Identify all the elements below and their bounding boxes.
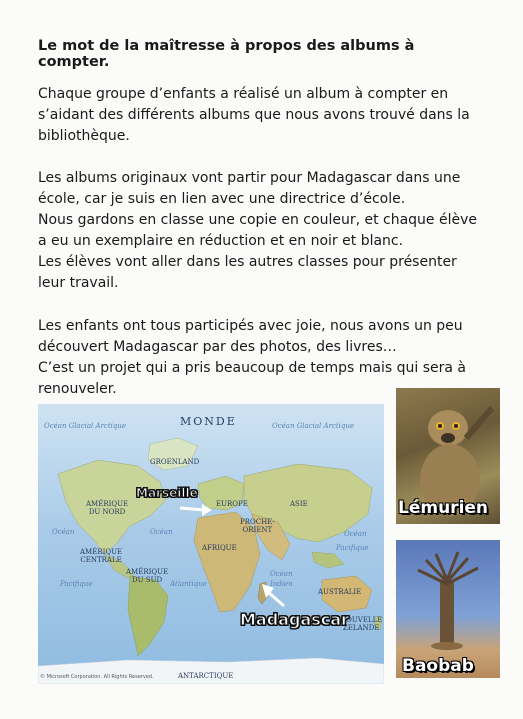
ocean-label: Pacifique: [336, 544, 369, 552]
ocean-label: Océan Glacial Arctique: [272, 422, 355, 430]
map-label-groenland: GROENLAND: [150, 458, 200, 466]
paragraph-line: école, car je suis en lien avec une directrice d’école.: [38, 191, 406, 207]
map-label-nouvelle-zelande: NOUVELLE ZELANDE: [340, 616, 383, 632]
paragraph-line: Les élèves vont aller dans les autres classes pour présenter: [38, 254, 457, 270]
map-label-afrique: AFRIQUE: [202, 544, 237, 552]
map-label-amerique-centrale: AMÉRIQUE CENTRALE: [80, 548, 123, 564]
map-label-australie: AUSTRALIE: [318, 588, 362, 596]
paragraph-line: C’est un projet qui a pris beaucoup de temps mais qui sera à: [38, 360, 466, 376]
paragraph-line: bibliothèque.: [38, 128, 130, 144]
baobab-label: Baobab: [402, 656, 474, 676]
paragraph-line: a eu un exemplaire en réduction et en noir et blanc.: [38, 233, 404, 249]
paragraph-line: Nous gardons en classe une copie en couleur, et chaque élève: [38, 212, 478, 228]
paragraph-line: Les albums originaux vont partir pour Madagascar dans une: [38, 170, 461, 186]
callout-madagascar: Madagascar: [240, 610, 349, 629]
paragraph-line: Les enfants ont tous participés avec joie, nous avons un peu: [38, 318, 463, 334]
map-copyright: © Microsoft Corporation. All Rights Reserved.: [40, 674, 154, 680]
ocean-label: Océan: [52, 528, 75, 536]
map-label-amerique-sud: AMÉRIQUE DU SUD: [126, 568, 169, 584]
map-title: MONDE: [180, 415, 237, 428]
lemur-photo: [396, 388, 500, 524]
paragraph-line: renouveler.: [38, 381, 117, 397]
map-label-asie: ASIE: [290, 500, 308, 508]
ocean-label: Indien: [270, 580, 293, 588]
paragraph-line: Chaque groupe d’enfants a réalisé un album à compter en: [38, 86, 449, 102]
map-label-europe: EUROPE: [216, 500, 248, 508]
page-title: Le mot de la maîtresse à propos des albums à compter.: [38, 38, 415, 70]
paragraph-1: [38, 84, 478, 147]
ocean-label: Océan: [344, 530, 367, 538]
ocean-label: Océan Glacial Arctique: [44, 422, 127, 430]
paragraph-line: découvert Madagascar par des photos, des livres…: [38, 339, 397, 355]
paragraph-2: [38, 168, 478, 294]
ocean-label: Pacifique: [60, 580, 93, 588]
map-label-amerique-nord: AMÉRIQUE DU NORD: [86, 500, 129, 516]
callout-marseille: Marseille: [136, 486, 198, 500]
world-map: [38, 404, 384, 684]
map-label-proche-orient: PROCHE- ORIENT: [240, 518, 275, 534]
paragraph-line: s’aidant des différents albums que nous avons trouvé dans la: [38, 107, 470, 123]
baobab-photo: [396, 540, 500, 678]
ocean-label: Atlantique: [170, 580, 207, 588]
paragraph-line: leur travail.: [38, 275, 119, 291]
lemur-label: Lémurien: [398, 498, 489, 518]
map-label-antarctique: ANTARCTIQUE: [178, 672, 234, 680]
ocean-label: Océan: [270, 570, 293, 578]
ocean-label: Océan: [150, 528, 173, 536]
